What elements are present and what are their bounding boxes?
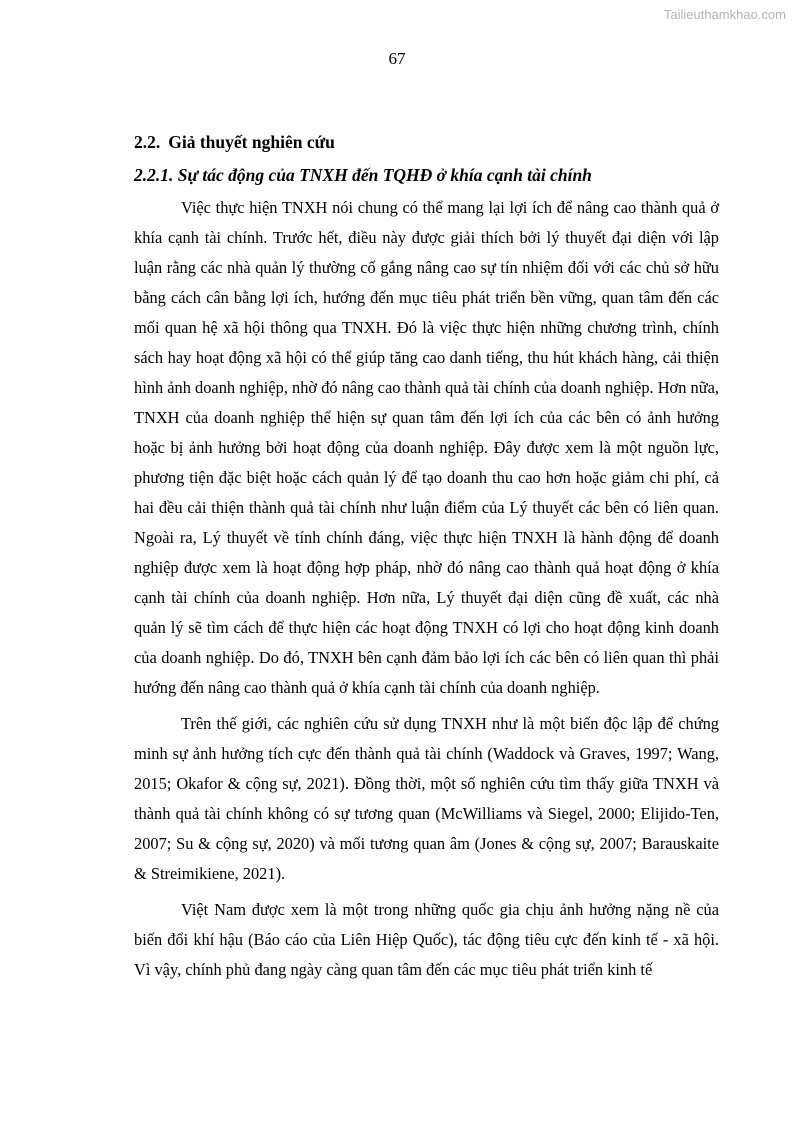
subsection-heading: 2.2.1. Sự tác động của TNXH đến TQHĐ ở khía cạnh tài chính <box>134 165 592 185</box>
document-body <box>134 128 719 985</box>
paragraph-1: Việc thực hiện TNXH nói chung có thể mang lại lợi ích để nâng cao thành quả ở khía cạnh tài chính. Trước hết, điều này được giải thích bởi lý thuyết đại diện với lập luận rằng các nhà quản lý thường cố gắng nâng cao sự tín nhiệm đối với các chủ sở hữu bằng cách cân bằng lợi ích, hướng đến mục tiêu phát triển bền vững, quan tâm đến các mối quan hệ xã hội thông qua TNXH. Đó là việc thực hiện những chương trình, chính sách hay hoạt động xã hội có thể giúp tăng cao danh tiếng, thu hút khách hàng, cải thiện hình ảnh doanh nghiệp, nhờ đó nâng cao thành quả tài chính của doanh nghiệp. Hơn nữa, TNXH của doanh nghiệp thể hiện sự quan tâm đến lợi ích của các bên có ảnh hưởng hoặc bị ảnh hưởng bởi hoạt động của doanh nghiệp. Đây được xem là một nguồn lực, phương tiện đặc biệt hoặc cách quản lý để tạo doanh thu cao hơn hoặc giảm chi phí, cả hai đều cải thiện thành quả tài chính như luận điểm của Lý thuyết các bên có liên quan. Ngoài ra, Lý thuyết về tính chính đáng, việc thực hiện TNXH là hành động để doanh nghiệp được xem là hoạt động hợp pháp, nhờ đó nâng cao thành quả hoạt động ở khía cạnh tài chính của doanh nghiệp. Hơn nữa, Lý thuyết đại diện cũng đề xuất, các nhà quản lý sẽ tìm cách để thực hiện các hoạt động TNXH có lợi cho hoạt động kinh doanh của doanh nghiệp. Do đó, TNXH bên cạnh đảm bảo lợi ích các bên có liên quan thì phải hướng đến nâng cao thành quả ở khía cạnh tài chính của doanh nghiệp. <box>134 198 719 697</box>
page-number: 67 <box>388 49 406 68</box>
paragraph-2: Trên thế giới, các nghiên cứu sử dụng TNXH như là một biến độc lập để chứng minh sự ảnh hưởng tích cực đến thành quả tài chính (Waddock và Graves, 1997; Wang, 2015; Okafor & cộng sự, 2021). Đồng thời, một số nghiên cứu tìm thấy giữa TNXH và thành quả tài chính không có sự tương quan (McWilliams và Siegel, 2000; Elijido-Ten, 2007; Su & cộng sự, 2020) và mối tương quan âm (Jones & cộng sự, 2007; Barauskaite & Streimikiene, 2021). <box>134 714 719 883</box>
section-title: Giả thuyết nghiên cứu <box>168 132 335 152</box>
section-heading <box>134 128 719 157</box>
watermark: Tailieuthamkhao.com <box>663 7 786 22</box>
section-number: 2.2. <box>134 132 161 152</box>
paragraph-3: Việt Nam được xem là một trong những quốc gia chịu ảnh hưởng nặng nề của biến đổi khí hậu (Báo cáo của Liên Hiệp Quốc), tác động tiêu cực đến kinh tế - xã hội. Vì vậy, chính phủ đang ngày càng quan tâm đến các mục tiêu phát triển kinh tế <box>134 900 719 979</box>
